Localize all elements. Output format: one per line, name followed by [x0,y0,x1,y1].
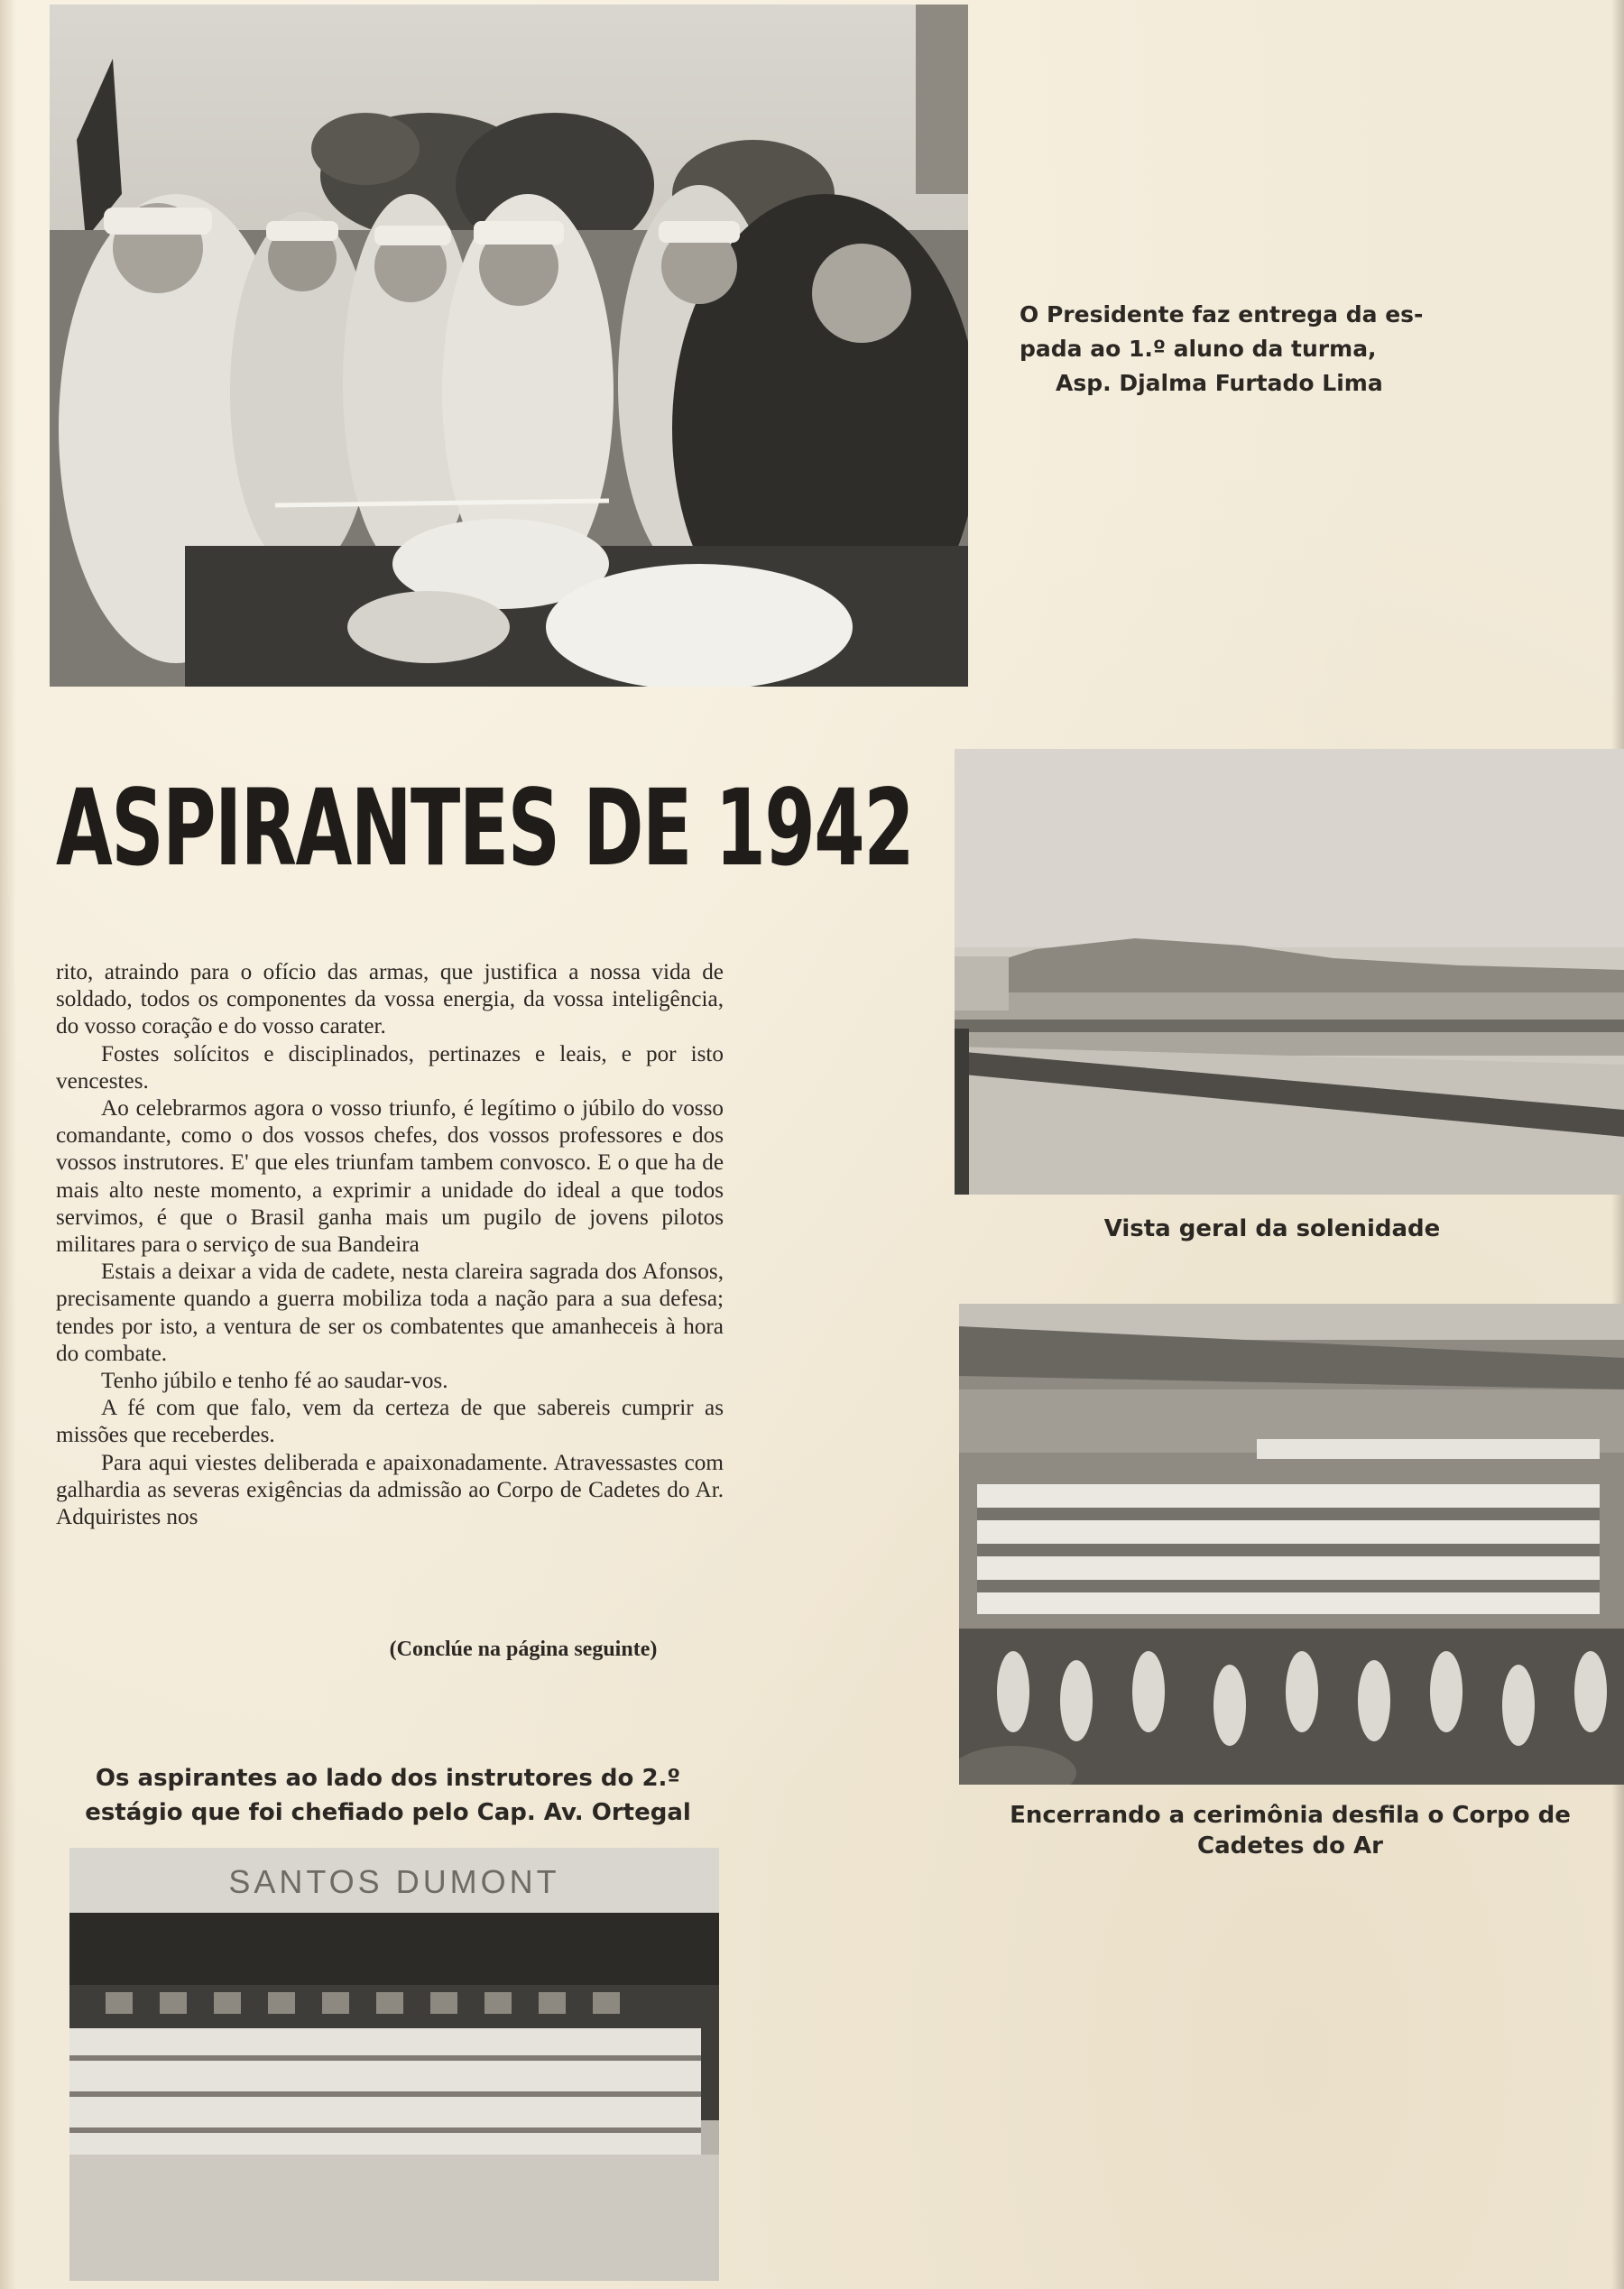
caption-group: Os aspirantes ao lado dos instrutores do 2.º estágio que foi chefiado pelo Cap. Av. Ortegal [85,1765,691,1826]
caption-parade: Encerrando a cerimônia desfila o Corpo de Cadetes do Ar [1010,1802,1571,1860]
caption-overview: Vista geral da solenidade [1103,1215,1441,1242]
article-paragraph: Ao celebrarmos agora o vosso triunfo, é legítimo o júbilo do vosso comandante, como o dos vossos chefes, dos vossos professores e dos vossos instrutores. E' que eles triunfam tambem convosco. E o que ha de mais alto neste momento, a exprimir a unidade do ideal a que todos servimos, é que o Brasil ganha mais um pugilo de jovens pilotos militares para o serviço de sua Bandeira [56,1096,724,1258]
photo-cadets-group [69,1848,719,2281]
article-paragraph: Estais a deixar a vida de cadete, nesta clareira sagrada dos Afonsos, precisamente quando a guerra mobiliza toda a nação para a sua defesa; tendes por isto, a ventura de ser os combatentes que amanheceis à hora do combate. [56,1260,724,1366]
article-paragraph: Fostes solícitos e disciplinados, pertinazes e leais, e por isto vencestes. [56,1041,724,1094]
page-edge-shadow-left [0,0,16,2289]
photo-cadet-parade [959,1304,1624,1785]
article-paragraph: Para aqui viestes deliberada e apaixonadamente. Atravessastes com galhardia as severas exigências da admissão ao Corpo de Cadetes do Ar. Adquiristes nos [56,1450,724,1530]
photo-president-sword-ceremony [50,5,968,687]
caption-president [1020,298,1453,401]
caption-president-line: Asp. Djalma Furtado Lima [1056,370,1383,396]
photo-ceremony-overview [955,749,1624,1195]
article-body [56,959,724,1531]
caption-president-line: pada ao 1.º aluno da turma, [1020,336,1377,362]
article-paragraph: A fé com que falo, vem da certeza de que sabereis cumprir as missões que receberdes. [56,1396,724,1448]
hangar-sign-text: SANTOS DUMONT [228,1863,560,1900]
article-paragraph: rito, atraindo para o ofício das armas, que justifica a nossa vida de soldado, todos os componentes da vossa energia, da vossa inteligência, do vosso coração e do vosso carater. [56,960,724,1039]
caption-president-line: O Presidente faz entrega da es- [1020,301,1424,328]
continued-note: (Conclúe na página seguinte) [389,1638,658,1661]
article-paragraph: Tenho júbilo e tenho fé ao saudar-vos. [101,1369,448,1394]
article-headline: ASPIRANTES DE 1942 [56,766,914,891]
